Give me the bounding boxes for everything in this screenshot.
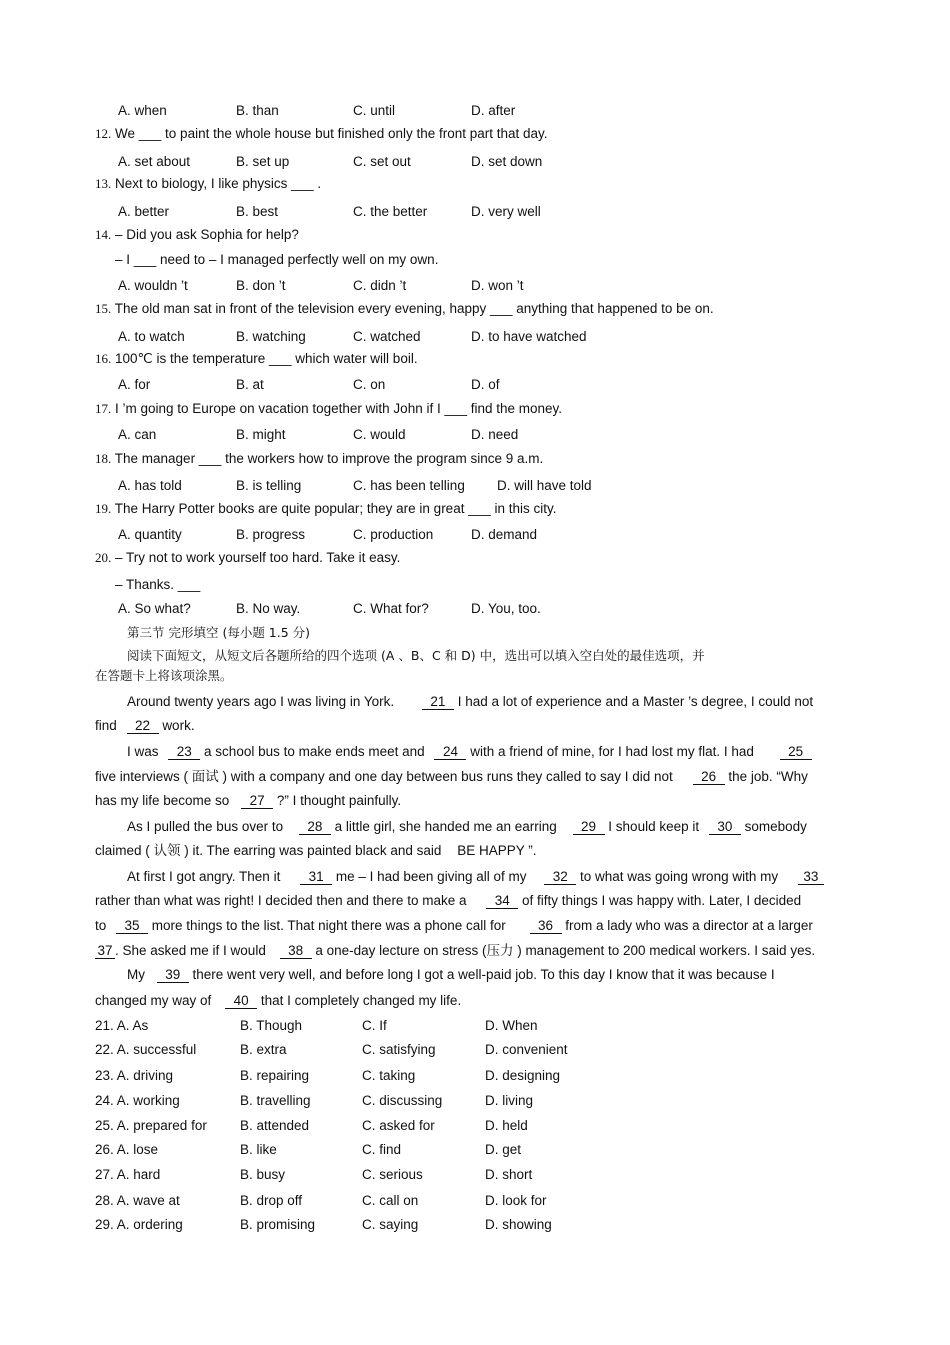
option-c: C. didn ’t — [353, 278, 407, 293]
question-text-continued: – Thanks. ___ — [115, 577, 201, 592]
option-c: C. What for? — [353, 601, 429, 616]
section-instructions-continued: 在答题卡上将该项涂黑。 — [95, 668, 233, 683]
question-number: 17. — [95, 401, 112, 416]
blank-35: 35 — [116, 919, 148, 934]
answer-option: D. designing — [485, 1068, 561, 1083]
passage-line — [127, 694, 813, 710]
blank-32: 32 — [544, 870, 576, 885]
passage-text: more things to the list. That night there was a phone call for — [151, 918, 506, 933]
option-b: B. best — [236, 204, 279, 219]
question-text: – Try not to work yourself too hard. Take it easy. — [115, 550, 401, 565]
blank-22: 22 — [127, 719, 159, 734]
blank-26: 26 — [693, 770, 725, 785]
answer-option: 24. A. working — [95, 1093, 180, 1108]
answer-option: 29. A. ordering — [95, 1217, 183, 1232]
question-number: 12. — [95, 126, 112, 141]
question-text: The manager ___ the workers how to improve the program since 9 a.m. — [114, 451, 544, 466]
passage-line — [95, 769, 808, 785]
passage-line — [95, 893, 801, 909]
answer-option: C. If — [362, 1018, 387, 1033]
option-b: B. don ’t — [236, 278, 286, 293]
question-stem — [95, 501, 557, 517]
passage-text: I had a lot of experience and a Master ’s degree, I could not — [457, 694, 814, 709]
option-b: B. might — [236, 427, 286, 442]
option-d: D. demand — [471, 527, 538, 542]
option-c: C. set out — [353, 154, 411, 169]
blank-28: 28 — [299, 820, 331, 835]
option-b: B. is telling — [236, 478, 302, 493]
blank-29: 29 — [573, 820, 605, 835]
blank-23: 23 — [168, 745, 200, 760]
question-text: Next to biology, I like physics ___ . — [115, 176, 322, 191]
answer-option: B. Though — [240, 1018, 303, 1033]
question-stem — [95, 550, 400, 566]
question-stem — [95, 401, 562, 417]
answer-option: 28. A. wave at — [95, 1193, 180, 1208]
answer-option: B. like — [240, 1142, 277, 1157]
passage-text: with a friend of mine, for I had lost my flat. I had — [470, 744, 754, 759]
passage-line — [95, 943, 815, 959]
passage-text: somebody — [744, 819, 807, 834]
blank-39: 39 — [157, 968, 189, 983]
section-instructions: 阅读下面短文，从短文后各题所给的四个选项 (A 、B、C 和 D) 中，选出可以填入空白处的最佳选项，并 — [127, 648, 705, 663]
option-a: A. wouldn ’t — [118, 278, 188, 293]
option-a: A. to watch — [118, 329, 185, 344]
blank-30: 30 — [709, 820, 741, 835]
passage-line — [127, 869, 824, 885]
answer-option: B. attended — [240, 1118, 310, 1133]
option-a: A. can — [118, 427, 157, 442]
question-stem — [95, 126, 548, 142]
blank-38: 38 — [280, 944, 312, 959]
answer-option: C. call on — [362, 1193, 419, 1208]
section-title: 第三节 完形填空 (每小题 1.5 分) — [127, 625, 311, 640]
question-stem — [95, 176, 321, 192]
passage-text: As I pulled the bus over to — [127, 819, 284, 834]
question-stem — [95, 351, 418, 367]
passage-text: changed my way of — [95, 993, 212, 1008]
option-d: D. very well — [471, 204, 541, 219]
passage-text: claimed ( 认领 ) it. The earring was painted black and said — [95, 843, 442, 858]
question-text: The old man sat in front of the television every evening, happy ___ anything that happened to be on. — [114, 301, 714, 316]
passage-text: me – I had been giving all of my — [335, 869, 527, 884]
answer-option: C. discussing — [362, 1093, 443, 1108]
question-number: 18. — [95, 451, 112, 466]
passage-text: that I completely changed my life. — [260, 993, 462, 1008]
passage-text: from a lady who was a director at a larger — [565, 918, 813, 933]
option-a: A. has told — [118, 478, 182, 493]
option-b: B. progress — [236, 527, 306, 542]
option-d: D. You, too. — [471, 601, 541, 616]
passage-text: I should keep it — [608, 819, 700, 834]
blank-31: 31 — [300, 870, 332, 885]
blank-34: 34 — [486, 894, 518, 909]
answer-option: B. drop off — [240, 1193, 303, 1208]
passage-text: a little girl, she handed me an earring — [334, 819, 557, 834]
option-c: C. on — [353, 377, 386, 392]
answer-option: 25. A. prepared for — [95, 1118, 207, 1133]
blank-33: 33 — [798, 870, 824, 885]
passage-text: BE HAPPY ”. — [457, 843, 537, 858]
question-text: The Harry Potter books are quite popular; they are in great ___ in this city. — [114, 501, 557, 516]
passage-text: five interviews ( 面试 ) with a company and one day between bus runs they called to say I did not — [95, 769, 673, 784]
passage-line — [95, 718, 195, 734]
option-a: A. quantity — [118, 527, 182, 542]
option-b: B. set up — [236, 154, 290, 169]
passage-text: to — [95, 918, 107, 933]
question-number: 14. — [95, 227, 112, 242]
answer-option: B. extra — [240, 1042, 287, 1057]
option-a: A. So what? — [118, 601, 191, 616]
answer-option: 23. A. driving — [95, 1068, 174, 1083]
answer-option: D. short — [485, 1167, 533, 1182]
blank-24: 24 — [434, 745, 466, 760]
passage-text: At first I got angry. Then it — [127, 869, 281, 884]
option-c: C. the better — [353, 204, 428, 219]
passage-text: of fifty things I was happy with. Later, I decided — [522, 893, 802, 908]
question-number: 20. — [95, 550, 112, 565]
passage-text: work. — [162, 718, 195, 733]
passage-text: Around twenty years ago I was living in York. — [127, 694, 395, 709]
option-c: C. has been telling — [353, 478, 465, 493]
option-d: D. will have told — [497, 478, 592, 493]
option-d: D. to have watched — [471, 329, 587, 344]
answer-option: C. asked for — [362, 1118, 435, 1133]
question-number: 13. — [95, 176, 112, 191]
question-stem — [95, 301, 714, 317]
option-a: A. better — [118, 204, 170, 219]
question-text: I ’m going to Europe on vacation together with John if I ___ find the money. — [115, 401, 563, 416]
passage-line — [127, 967, 775, 983]
option-c: C. until — [353, 103, 396, 118]
passage-line — [95, 793, 401, 809]
option-c: C. watched — [353, 329, 421, 344]
passage-text: a school bus to make ends meet and — [204, 744, 425, 759]
option-b: B. No way. — [236, 601, 301, 616]
passage-line — [95, 993, 461, 1009]
question-text: – Did you ask Sophia for help? — [115, 227, 299, 242]
option-a: A. when — [118, 103, 167, 118]
option-d: D. won ’t — [471, 278, 524, 293]
question-number: 15. — [95, 301, 112, 316]
blank-21: 21 — [422, 695, 454, 710]
answer-option: B. repairing — [240, 1068, 310, 1083]
blank-40: 40 — [225, 994, 257, 1009]
question-number: 16. — [95, 351, 112, 366]
answer-option: D. get — [485, 1142, 522, 1157]
passage-text: has my life become so — [95, 793, 230, 808]
answer-option: D. convenient — [485, 1042, 568, 1057]
option-b: B. at — [236, 377, 264, 392]
answer-option: B. promising — [240, 1217, 316, 1232]
answer-option: 26. A. lose — [95, 1142, 159, 1157]
passage-line — [127, 819, 807, 835]
blank-36: 36 — [530, 919, 562, 934]
option-c: C. would — [353, 427, 406, 442]
answer-option: D. held — [485, 1118, 528, 1133]
blank-37: 37 — [95, 944, 115, 959]
option-a: A. set about — [118, 154, 191, 169]
answer-option: B. travelling — [240, 1093, 311, 1108]
passage-text: a one-day lecture on stress (压力 ) management to 200 medical workers. I said yes. — [315, 943, 816, 958]
passage-text: there went very well, and before long I got a well-paid job. To this day I know that it was because I — [192, 967, 775, 982]
option-b: B. than — [236, 103, 279, 118]
answer-option: D. showing — [485, 1217, 552, 1232]
option-c: C. production — [353, 527, 434, 542]
question-stem — [95, 227, 299, 243]
question-number: 19. — [95, 501, 112, 516]
answer-option: D. look for — [485, 1193, 547, 1208]
option-d: D. of — [471, 377, 500, 392]
option-a: A. for — [118, 377, 151, 392]
question-text-continued: – I ___ need to – I managed perfectly well on my own. — [115, 252, 439, 267]
passage-text: . She asked me if I would — [115, 943, 266, 958]
option-d: D. after — [471, 103, 516, 118]
option-d: D. need — [471, 427, 519, 442]
answer-option: C. taking — [362, 1068, 416, 1083]
passage-line — [95, 843, 536, 859]
answer-option: 27. A. hard — [95, 1167, 161, 1182]
passage-text: ?” I thought painfully. — [276, 793, 402, 808]
question-stem — [95, 451, 543, 467]
blank-27: 27 — [241, 794, 273, 809]
answer-option: C. saying — [362, 1217, 419, 1232]
option-b: B. watching — [236, 329, 306, 344]
answer-option: C. serious — [362, 1167, 423, 1182]
option-d: D. set down — [471, 154, 543, 169]
answer-option: D. When — [485, 1018, 538, 1033]
answer-option: 22. A. successful — [95, 1042, 197, 1057]
question-text: We ___ to paint the whole house but finished only the front part that day. — [115, 126, 548, 141]
blank-25: 25 — [780, 745, 812, 760]
passage-text: find — [95, 718, 117, 733]
passage-text: rather than what was right! I decided then and there to make a — [95, 893, 467, 908]
passage-text: My — [127, 967, 145, 982]
answer-option: D. living — [485, 1093, 534, 1108]
answer-option: C. satisfying — [362, 1042, 436, 1057]
answer-option: 21. A. As — [95, 1018, 149, 1033]
passage-text: I was — [127, 744, 159, 759]
passage-text: the job. “Why — [728, 769, 808, 784]
answer-option: B. busy — [240, 1167, 286, 1182]
passage-line — [127, 744, 812, 760]
passage-line — [95, 918, 813, 934]
passage-text: to what was going wrong with my — [580, 869, 779, 884]
question-text: 100℃ is the temperature ___ which water will boil. — [115, 351, 418, 366]
answer-option: C. find — [362, 1142, 402, 1157]
